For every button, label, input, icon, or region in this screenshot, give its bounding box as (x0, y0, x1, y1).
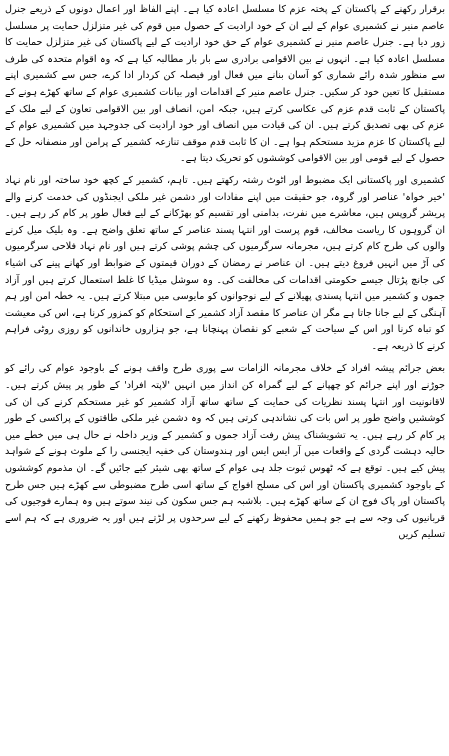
article-paragraph-2: کشمیری اور پاکستانی ایک مضبوط اور اٹوٹ رشتہ رکھتے ہیں۔ تاہم، کشمیر کے کچھ خود ساختہ اور نام نہاد 'خیر خواہ' عناصر اور گروہ، جو حقیقت میں اپنے مفادات اور دشمن غیر ملکی ایجنڈوں کی خدمت کرنے والے پریشر گروپس ہیں، معاشرے میں نفرت، بدامنی اور تقسیم کو بھڑکانے کے لیے فعال طور پر کام کر رہے ہیں۔ ان گروہوں کا ریاست مخالف، قوم پرست اور انتہا پسند عناصر کے ساتھ تعلق واضح ہے۔ وہ بلیک میل کرنے والوں کی طرح کام کرتے ہیں، مجرمانہ سرگرمیوں کی چشم پوشی کرتے ہیں اور نام نہاد فلاحی سرگرمیوں کی آڑ میں انہیں فروغ دیتے ہیں۔ ان عناصر نے رمضان کے دوران قیمتوں کے ضوابط اور کھانے پینے کی اشیاء کی جانچ پڑتال جیسے حکومتی اقدامات کی مخالفت کی۔ وہ سوشل میڈیا کا غلط استعمال کرتے ہیں اور آزاد جموں و کشمیر میں انتہا پسندی پھیلانے کے لیے نوجوانوں کو مایوسی میں مبتلا کرتے ہیں۔ یہ خطہ امن اور ہم آہنگی کے لیے جانا جاتا ہے مگر ان عناصر کا مقصد آزاد کشمیر کے استحکام کو کمزور کرنا ہے، اس کی معیشت کو تباہ کرنا اور اس کے سیاحت کے شعبے کو نقصان پہنچانا ہے، جو ہزاروں خاندانوں کو روزی روٹی فراہم کرنے کا ذریعہ ہے۔ (5, 174, 445, 352)
article-paragraph-3: بعض جرائم پیشہ افراد کے خلاف مجرمانہ الزامات سے پوری طرح واقف ہونے کے باوجود عوام کی رائے کو جوڑنے اور اپنے جرائم کو چھپانے کے لیے گمراہ کن انداز میں انہیں 'لاپتہ افراد' کے طور پر پیش کرتے ہیں۔ لاقانونیت اور انتہا پسند نظریات کی حمایت کے ساتھ ساتھ آزاد کشمیر کو غیر مستحکم کرنے کی ان کی کوششیں واضح طور پر اس بات کی نشاندہی کرتی ہیں کہ وہ دشمن غیر ملکی طاقتوں کے پراکسی کے طور پر کام کر رہے ہیں۔ یہ تشویشناک پیش رفت آزاد جموں و کشمیر کے وزیر داخلہ نے حال ہی میں خطے میں حالیہ دہشت گردی کے واقعات میں آر ایس ایس اور ہندوستان کی خفیہ ایجنسی را کے ملوث ہونے کے شواہد پیش کیے ہیں۔ توقع ہے کہ ٹھوس ثبوت جلد ہی عوام کے ساتھ بھی شیئر کیے جائیں گے۔ ان مذموم کوششوں کے باوجود کشمیری پاکستان اور اس کی مسلح افواج کے ساتھ اسی طرح مضبوطی سے کھڑے ہیں جس طرح پاکستان اور پاک فوج ان کے ساتھ کھڑے ہیں۔ بلاشبہ ہم جس سکون کی نیند سوتے ہیں وہ ہمارے فوجیوں کی قربانیوں کی وجہ سے ہے جو ہمیں محفوظ رکھنے کے لیے سرحدوں پر لڑتے ہیں اور یہ ضروری ہے کہ ہم اسے تسلیم کریں (5, 363, 445, 541)
article-paragraph-1: برقرار رکھنے کے پاکستان کے پختہ عزم کا مسلسل اعادہ کیا ہے۔ اپنے الفاظ اور اعمال دونوں کے ذریعے جنرل عاصم منیر نے کشمیری عوام کے لیے ان کے خود ارادیت کے حصول میں قوم کی غیر متزلزل حمایت پر مسلسل زور دیا ہے۔ جنرل عاصم منیر نے کشمیری عوام کے حق خود ارادیت کے لیے پاکستان کی غیر متزلزل حمایت کا مسلسل اعادہ کیا ہے۔ انہوں نے بین الاقوامی برادری سے بار بار مطالبہ کیا ہے کہ وہ اقوام متحدہ کی طرف سے منظور شدہ رائے شماری کو آسان بنانے میں فعال اور فیصلہ کن کردار ادا کرے، جس سے کشمیری اپنے مستقبل کا تعین خود کر سکیں۔ جنرل عاصم منیر کے اقدامات اور بیانات کشمیری عوام کے ساتھ کھڑے ہونے کے پاکستان کے ثابت قدم عزم کی عکاسی کرتے ہیں، جبکہ امن، انصاف اور بین الاقوامی تعاون کے لیے ملک کے عزم کی بھی تصدیق کرتے ہیں۔ ان کی قیادت میں انصاف اور خود ارادیت کی جدوجہد میں کشمیری عوام کے لیے پاکستان کا عزم مزید مستحکم ہوا ہے۔ ان کا ثابت قدم موقف تنازعہ کشمیر کے پرامن اور منصفانہ حل کے حصول کے لیے قومی اور بین الاقوامی کوششوں کو تحریک دیتا ہے۔ (5, 4, 445, 165)
